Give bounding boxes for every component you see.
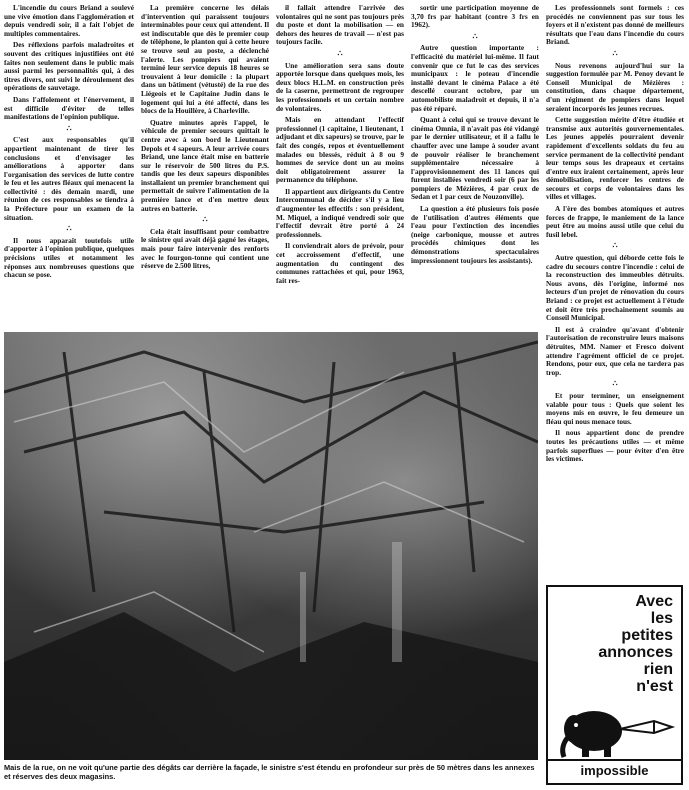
section-separator-icon: ∴ — [66, 224, 72, 234]
ad-bottom-banner: impossible — [548, 759, 681, 783]
article-paragraph: La question a été plusieurs fois posée de l'utilisation d'autres éléments que l'eau pour l'extinction des incendies (neige carbonique, mousse et autres procédés chimiques dont les démonstrations spectaculaires impressionnent toujours les assistants). — [411, 204, 539, 265]
ad-line-3: petites — [621, 627, 673, 644]
article-paragraph: Quant à celui qui se trouve devant le cinéma Omnia, il n'avait pas été vidangé par le dernier utilisateur, et il a fallu le chauffer avec une lampe à souder avant de pouvoir réaliser le branchement supplémentaire nécessaire à l'approvisionnement des 11 lances qui furent installées vendredi soir (6 par les pompiers de Mézières, 4 par ceux de Sedan et 1 par ceux de Nouzonville). — [411, 115, 539, 202]
article-paragraph: Cette suggestion mérite d'être étudiée et transmise aux autorités gouvernementales. Les jeunes appelés pourraient devenir rapidement d'excellents soldats du feu au service permanent de la collectivité pendant leur temps sous les drapeaux et certains d'entre eux iraient certainement, après leur démobilisation, renforcer les centres de secours et corps de volontaires dans les villes et villages. — [546, 115, 684, 202]
section-separator-icon: ∴ — [612, 48, 618, 58]
article-paragraph: Mais en attendant l'effectif professionnel (1 capitaine, 1 lieutenant, 1 adjudant et dix sapeurs) se trouve, par le fait des congés, repos et éventuellement malades ou blessés, réduit à 8 ou 9 hommes de service dont un au moins doit obligatoirement assurer la permanence du téléphone. — [276, 115, 404, 185]
rubble-illustration — [4, 332, 538, 760]
article-column-4 — [411, 4, 539, 330]
article-paragraph: Des réflexions parfois maladroites et souvent des critiques injustifiées ont été faites non seulement dans le public mais aussi parmi les personnalités qui, à des titres divers, ont suivi le déroulement des opérations de sauvetage. — [4, 40, 134, 93]
article-paragraph: C'est aux responsables qu'il appartient maintenant de tirer les conclusions et d'envisager les améliorations à apporter dans l'organisation des services de lutte contre le feu et les autres fléaux qui menacent la collectivité : dès demain mardi, une réunion de ces responsables se tiendra à la Préfecture pour un examen de la situation. — [4, 135, 134, 222]
article-paragraph: Cela était insuffisant pour combattre le sinistre qui avait déjà gagné les étages, mais pour faire intervenir des renforts avec le fourgon-tonne qui contient une réserve de 2.500 litres, — [141, 226, 269, 271]
article-paragraph: Les professionnels sont formels : ces procédés ne conviennent pas sur tous les foyers et il n'existent pas donné de meilleurs résultats que l'eau dans l'incendie du cours Briand. — [546, 4, 684, 47]
section-separator-icon: ∴ — [337, 48, 343, 58]
article-column-1 — [4, 4, 134, 330]
article-column-5 — [546, 4, 684, 580]
section-separator-icon: ∴ — [472, 31, 478, 41]
photo-caption: Mais de la rue, on ne voit qu'une partie des dégâts car derrière la façade, le sinistre s'est étendu en profondeur sur près de 50 mètres dans les annexes et réserves des deux magasins. — [4, 763, 535, 781]
article-column-2 — [141, 4, 269, 330]
article-paragraph: Il nous appartient donc de prendre toutes les précautions utiles — et même parfois superflues — pour éviter d'en être les victimes. — [546, 428, 684, 464]
article-paragraph: Il conviendrait alors de prévoir, pour cet accroissement d'effectif, une augmentation du contingent des communes rattachées et qui, pour 1963, fait res- — [276, 241, 404, 285]
article-paragraph: Dans l'affolement et l'énervement, il est difficile d'éviter de telles manifestations de l'opinion publique. — [4, 94, 134, 122]
section-separator-icon: ∴ — [612, 241, 618, 251]
section-separator-icon: ∴ — [66, 123, 72, 133]
article-paragraph: A l'ère des bombes atomiques et autres forces de frappe, le maniement de la lance peut être au moins aussi utile que celui du fusil lebel. — [546, 204, 684, 239]
article-paragraph: Nous revenons aujourd'hui sur la suggestion formulée par M. Penoy devant le Conseil Municipal de Mézières : constitution, dans chaque département, d'un régiment de pompiers dans lequel seraient incorporés les jeunes recrues. — [546, 60, 684, 113]
article-paragraph: Il nous apparaît toutefois utile d'apporter à l'opinion publique, quelques précisions utiles et notamment les réponses aux nombreuses questions que chacun se pose. — [4, 235, 134, 280]
article-paragraph: Autre question importante : l'efficacité du matériel lui-même. Il faut convenir que ce fut le cas des services municipaux : le poteau d'incendie installé devant le cinéma Palace a été descellé courant octobre, par un automobiliste maladroit et depuis, il n'a pas été réparé. — [411, 43, 539, 113]
article-paragraph: L'incendie du cours Briand a soulevé une vive émotion dans l'agglomération et depuis vendredi soir, il a fait l'objet de multiples commentaires. — [4, 4, 134, 38]
elephant-icon — [554, 699, 679, 761]
article-paragraph: La première concerne les délais d'intervention qui paraissent toujours interminables pour ceux qui attendent. Il est indiscutable que dès le premier coup de téléphone, le planton qui à cette heure se trouve seul au poste, a déclenché l'alerte. Les pompiers qui avaient terminé leur service depuis 18 heures se trouvaient à leur domicile : la plupart dans un bâtiment (vétusté) de la rue des Liégeois et le Capitaine Judin dans le logement qui lui a été affecté, dans les blocs de la Houillère, à Charleville. — [141, 4, 269, 116]
ad-line-2: les — [650, 610, 673, 627]
article-column-3 — [276, 4, 404, 330]
fire-damage-photo — [4, 332, 538, 760]
article-paragraph: Quatre minutes après l'appel, le véhicule de premier secours quittait le centre avec à son bord le Lieutenant Depols et 4 sapeurs. A leur arrivée cours Briand, une lance était mise en batterie sur le réservoir de 500 litres du P.S. tandis que les deux sapeurs disponibles installaient un premier branchement qui permettait de suivre l'alimentation de la première lance et d'en mettre deux autres en batterie. — [141, 117, 269, 213]
article-paragraph: Il est à craindre qu'avant d'obtenir l'autorisation de reconstruire leurs maisons détruites, MM. Namer et Fresco doivent attendre l'agrément officiel de ce projet. Rendons, pour eux, que cela ne tardera pas trop. — [546, 324, 684, 377]
article-paragraph: sortir une participation moyenne de 3,70 frs par habitant (contre 3 frs en 1962). — [411, 4, 539, 30]
section-separator-icon: ∴ — [612, 379, 618, 389]
article-paragraph: il fallait attendre l'arrivée des volontaires qui ne sont pas toujours près du poste et dont la mobilisation — en dehors des heures de travail — n'est pas toujours facile. — [276, 4, 404, 47]
ad-line-4: annonces — [598, 644, 673, 661]
article-paragraph: Il appartient aux dirigeants du Centre Intercommunal de décider s'il y a lieu d'augmenter les effectifs : son président, M. Miquel, a indiqué vendredi soir que l'effectif devrait être porté à 24 professionnels. — [276, 186, 404, 239]
ad-line-1: Avec — [635, 593, 673, 610]
article-paragraph: Et pour terminer, un enseignement valable pour tous : Quels que soient les moyens mis en œuvre, le feu demeure un fléau qui nous menace tous. — [546, 390, 684, 426]
ad-line-5: rien — [643, 661, 673, 678]
classified-ads-advert — [546, 585, 683, 785]
section-separator-icon: ∴ — [202, 215, 208, 225]
article-paragraph: Autre question, qui déborde cette fois le cadre du secours contre l'incendie : celui de la reconstruction des immeubles détruits. Nous avons, dès l'origine, informé nos lecteurs d'un projet de rénovation du cours Briand : ce projet est actuellement à l'étude et doit être très prochainement soumis au Conseil Municipal. — [546, 253, 684, 323]
article-paragraph: Une amélioration sera sans doute apportée lorsque dans quelques mois, les deux blocs H.L.M. en construction près de la caserne, permettront de regrouper les professionnels et un certain nombre de volontaires. — [276, 60, 404, 113]
ad-line-6: n'est — [636, 678, 673, 695]
